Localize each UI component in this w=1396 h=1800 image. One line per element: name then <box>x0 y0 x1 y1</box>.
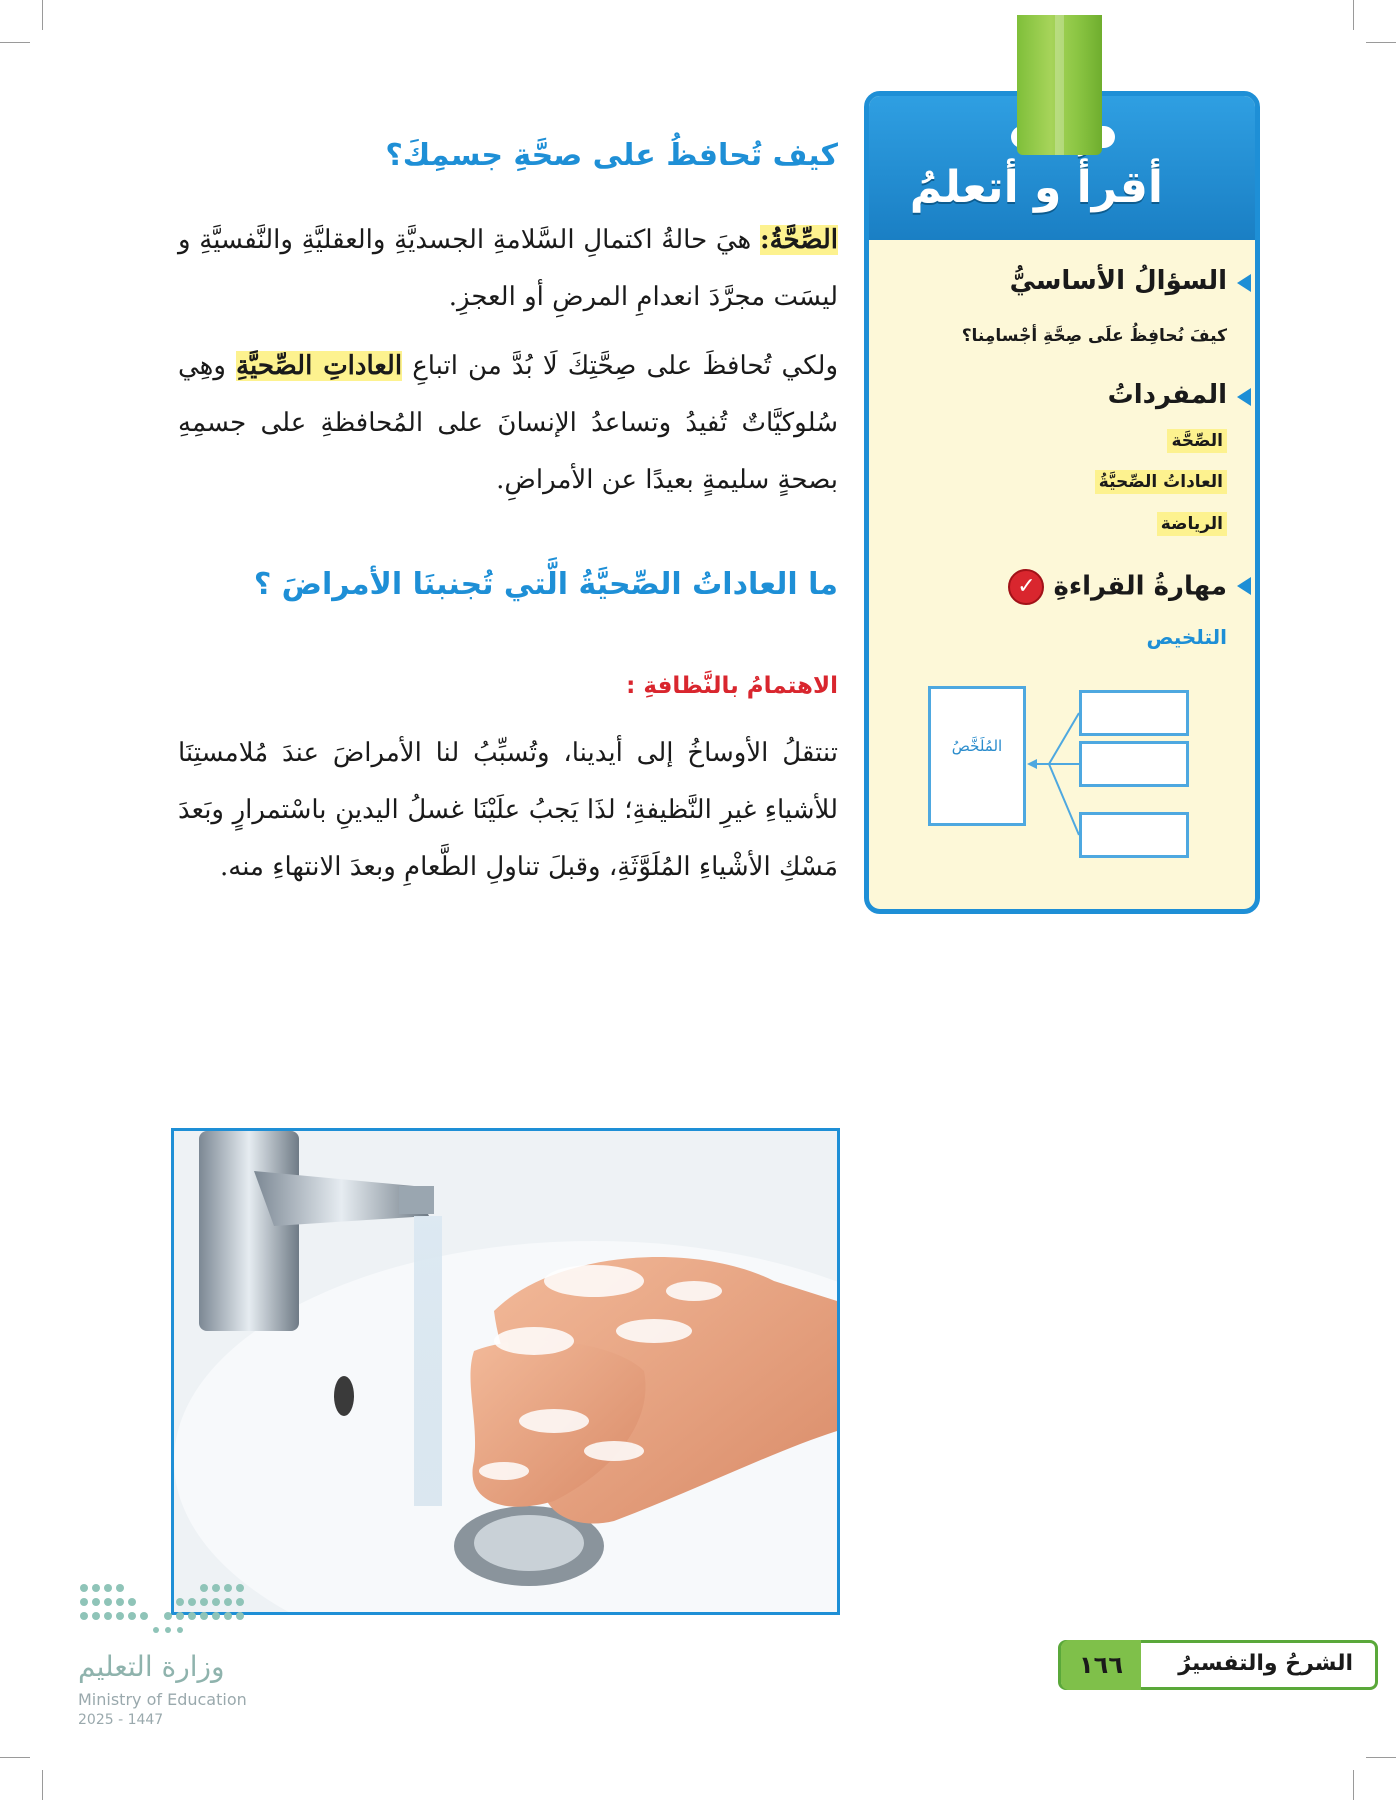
cleanliness-subheading: الاهتمامُ بالنَّظافةِ : <box>626 673 838 699</box>
handwashing-illustration <box>174 1131 837 1612</box>
organizer-detail-box <box>1079 812 1189 858</box>
ministry-name-english: Ministry of Education <box>78 1690 247 1709</box>
ministry-logo-icon <box>78 1580 248 1640</box>
checkmark-icon: ✓ <box>1008 569 1044 605</box>
crop-mark <box>1353 0 1354 30</box>
crop-mark <box>42 1770 43 1800</box>
term-health: الصِّحَّةُ: <box>760 225 839 255</box>
crop-mark <box>42 0 43 30</box>
organizer-summary-label: المُلَخَّصُ <box>951 737 1003 755</box>
term-healthy-habits: العاداتِ الصِّحيَّةِ <box>236 351 403 381</box>
card-title: أقرأُ و أتعلمُ <box>909 162 1163 213</box>
vocab-item: العاداتُ الصِّحيَّةُ <box>1095 470 1227 494</box>
paragraph-healthy-habits <box>178 338 838 509</box>
crop-mark <box>0 1757 30 1758</box>
reading-skill-heading-label: مهارةُ القراءةِ <box>1053 571 1227 602</box>
crop-mark <box>1366 1757 1396 1758</box>
organizer-detail-box <box>1079 741 1189 787</box>
crop-mark <box>1366 42 1396 43</box>
handwashing-photo <box>171 1128 840 1615</box>
habits-text-b: وهِي سُلوكيَّاتٌ تُفيدُ وتساعدُ الإنسانَ على المُحافظةِ على جسمِهِ بصحةٍ سليمةٍ بعيدًا عن الأمراضِ. <box>178 351 838 495</box>
vocab-item: الرياضة <box>1157 512 1227 536</box>
crop-mark <box>1353 1770 1354 1800</box>
essential-question-heading-label: السؤالُ الأساسيُّ <box>1009 266 1227 296</box>
footer-section-title: الشرحُ والتفسيرُ <box>1178 1651 1353 1676</box>
organizer-summary-box <box>928 686 1026 826</box>
read-and-learn-card <box>864 91 1260 914</box>
ministry-name-arabic: وزارة التعليم <box>78 1650 225 1683</box>
bookmark-ribbon <box>1017 15 1102 155</box>
skill-name: التلخيص <box>1146 625 1227 649</box>
health-definition-text: هيَ حالةُ اكتمالِ السَّلامةِ الجسديَّةِ والعقليَّةِ والنَّفسيَّةِ و ليسَت مجرَّدَ انعدامِ المرضِ أو العجزِ. <box>178 225 838 312</box>
essential-question: كيفَ نُحافِظُ علَى صِحَّةِ أجْسامِنا؟ <box>961 326 1227 346</box>
organizer-detail-box <box>1079 690 1189 736</box>
question-heading-2: ما العاداتُ الصِّحيَّةُ الَّتي تُجنبنَا الأمراضَ ؟ <box>253 567 838 602</box>
paragraph-health-definition <box>178 212 838 326</box>
crop-mark <box>0 42 30 43</box>
vocabulary-heading-label: المفرداتُ <box>1107 380 1227 410</box>
footer-bar <box>1058 1640 1378 1690</box>
vocab-item: الصِّحَّة <box>1167 429 1227 453</box>
page-number: ١٦٦ <box>1061 1640 1141 1690</box>
habits-text-a: ولكي تُحافظَ على صِحَّتِكَ لَا بُدَّ من اتباعِ <box>412 351 839 381</box>
paragraph-cleanliness: تنتقلُ الأوساخُ إلى أيدينا، وتُسبِّبُ لنا الأمراضَ عندَ مُلامستِنَا للأشياءِ غيرِ النَّظيفةِ؛ لذَا يَجبُ علَيْنَا غسلُ اليدينِ باسْتمرارٍ وبَعدَ مَسْكِ الأشْياءِ المُلَوَّثَةِ، وقبلَ تناولِ الطَّعامِ وبعدَ الانتهاءِ منه. <box>178 738 838 882</box>
ministry-year: 2025 - 1447 <box>78 1712 164 1728</box>
question-heading-1: كيف تُحافظُ على صحَّةِ جسمِكَ؟ <box>385 138 838 173</box>
